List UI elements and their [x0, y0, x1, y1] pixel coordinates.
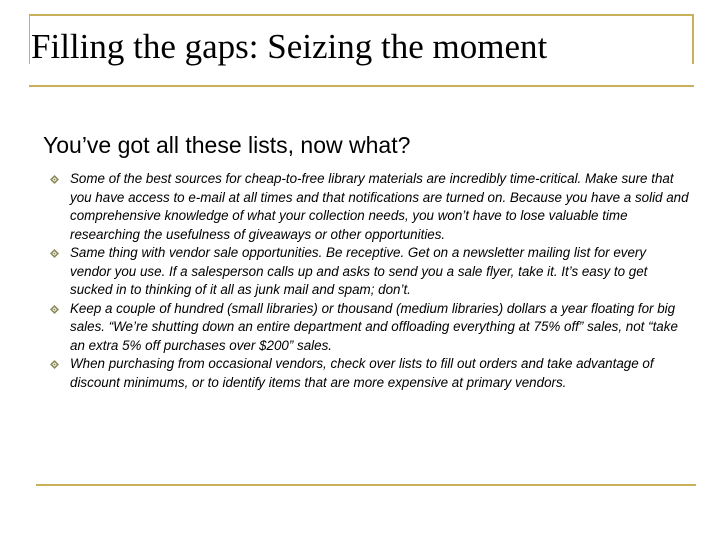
bullet-item — [50, 300, 690, 356]
bullet-item — [50, 355, 690, 392]
bullet-item — [50, 244, 690, 300]
title-underline-rule — [29, 85, 694, 87]
bullet-list — [50, 170, 690, 392]
bottom-rule — [36, 484, 696, 486]
slide-heading: You’ve got all these lists, now what? — [43, 132, 411, 158]
diamond-bullet-icon — [50, 305, 59, 314]
bullet-text: When purchasing from occasional vendors, check over lists to fill out orders and take advantage of discount minimums, or to identify items that are more expensive at primary vendors. — [70, 356, 654, 390]
title-frame-right — [692, 14, 694, 64]
title-frame-top — [29, 14, 694, 16]
bullet-text: Some of the best sources for cheap-to-free library materials are incredibly time-critical. Make sure that you have access to e-mail at all times and that notifications are turned on. Because you have a solid and comprehensive knowledge of what your collection needs, you won’t have to lose valuable time researching the usefulness of giveaways or other opportunities. — [70, 171, 689, 242]
bullet-item — [50, 170, 690, 244]
diamond-bullet-icon — [50, 249, 59, 258]
bullet-text: Same thing with vendor sale opportunities. Be receptive. Get on a newsletter mailing list for every vendor you use. If a salesperson calls up and asks to send you a sale flyer, take it. It’s easy to get sucked in to thinking of it all as junk mail and spam; don’t. — [70, 245, 648, 297]
diamond-bullet-icon — [50, 360, 59, 369]
slide-title: Filling the gaps: Seizing the moment — [31, 27, 548, 66]
diamond-bullet-icon — [50, 175, 59, 184]
bullet-text: Keep a couple of hundred (small libraries) or thousand (medium libraries) dollars a year floating for big sales. “We’re shutting down an entire department and offloading everything at 75% off” sales, not “take an extra 5% off purchases over $200” sales. — [70, 300, 678, 353]
title-frame-left — [29, 14, 30, 64]
